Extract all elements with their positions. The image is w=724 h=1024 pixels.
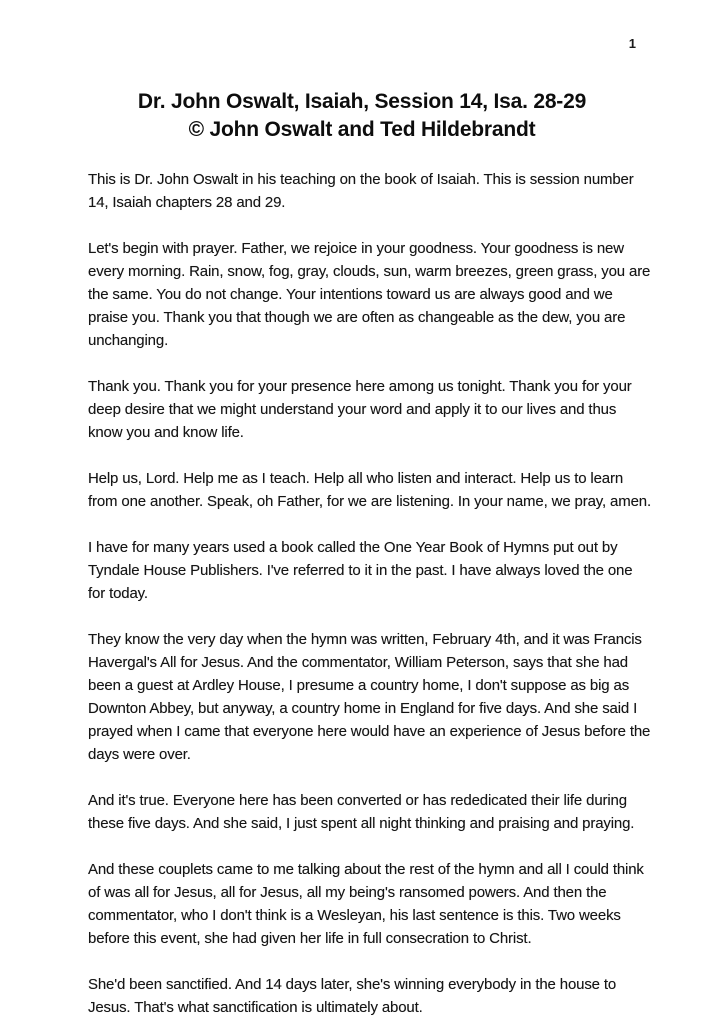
paragraph: And it's true. Everyone here has been converted or has rededicated their life during these five days. And she said, I just spent all night thinking and praising and praying. [88,792,635,832]
title-line-session: Dr. John Oswalt, Isaiah, Session 14, Isa. 28-29 [137,90,587,113]
paragraph: Thank you. Thank you for your presence here among us tonight. Thank you for your deep desire that we might understand your word and apply it to our lives and thus know you and know life. [88,378,632,441]
paragraph: They know the very day when the hymn was written, February 4th, and it was Francis Havergal's All for Jesus. And the commentator, William Peterson, says that she had been a guest at Ardley House, I presume a country home, I don't suppose as big as Downton Abbey, but anyway, a country home in England for five days. And she said I prayed when I came that everyone here would have an experience of Jesus before the days were over. [88,631,651,763]
page-number: 1 [628,36,636,51]
paragraph: And these couplets came to me talking about the rest of the hymn and all I could think of was all for Jesus, all for Jesus, all my being's ransomed powers. And then the commentator, who I don't think is a Wesleyan, his last sentence is this. Two weeks before this event, she had given her life in full consecration to Christ. [88,861,644,947]
title-line-copyright: © John Oswalt and Ted Hildebrandt [188,118,536,141]
paragraph: Let's begin with prayer. Father, we rejoice in your goodness. Your goodness is new every morning. Rain, snow, fog, gray, clouds, sun, warm breezes, green grass, you are the same. You do not change. Your intentions toward us are always good and we praise you. Thank you that though we are often as changeable as the dew, you are unchanging. [88,240,651,349]
document-title [0,88,724,144]
paragraph: This is Dr. John Oswalt in his teaching on the book of Isaiah. This is session number 14, Isaiah chapters 28 and 29. [88,171,634,211]
document-body [88,168,652,1019]
paragraph: She'd been sanctified. And 14 days later, she's winning everybody in the house to Jesus. That's what sanctification is ultimately about. [88,976,617,1016]
paragraph: I have for many years used a book called the One Year Book of Hymns put out by Tyndale House Publishers. I've referred to it in the past. I have always loved the one for today. [88,539,633,602]
paragraph: Help us, Lord. Help me as I teach. Help all who listen and interact. Help us to learn from one another. Speak, oh Father, for we are listening. In your name, we pray, amen. [88,470,651,510]
